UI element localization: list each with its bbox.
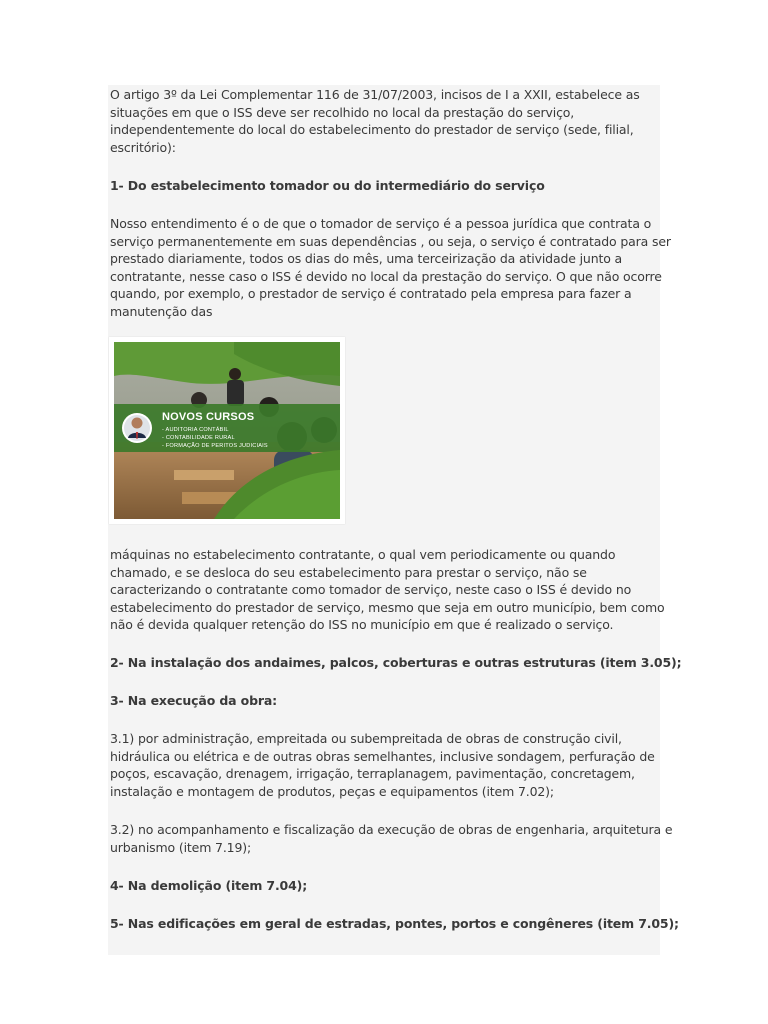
- paragraph-2: [110, 546, 665, 634]
- section-heading-1: 1- Do estabelecimento tomador ou do intermediário do serviço: [110, 178, 545, 193]
- text-line: chamado, e se desloca do seu estabelecimento para prestar o serviço, não se: [110, 564, 587, 580]
- text-line: serviço permanentemente em suas dependências , ou seja, o serviço é contratado para ser: [110, 233, 671, 249]
- section-heading-4: 4- Na demolição (item 7.04);: [110, 878, 308, 893]
- text-line: contratante, nesse caso o ISS é devido no local da prestação do serviço. O que não ocorre: [110, 268, 662, 284]
- text-line: escritório):: [110, 139, 176, 155]
- item-3-1: [110, 730, 660, 800]
- text-line: instalação e montagem de produtos, peças e equipamentos (item 7.02);: [110, 783, 554, 799]
- text-line: quando, por exemplo, o prestador de serviço é contratado pela empresa para fazer a: [110, 286, 632, 301]
- section-heading-5: 5- Nas edificações em geral de estradas, pontes, portos e congêneres (item 7.05);: [110, 916, 679, 931]
- paragraph-1: [110, 215, 671, 320]
- ad-item: - FORMAÇÃO DE PERITOS JUDICIAIS: [162, 443, 268, 449]
- ad-title: NOVOS CURSOS: [162, 411, 255, 423]
- intro-paragraph: [110, 86, 660, 156]
- text-line: hidráulica ou elétrica e de outras obras semelhantes, inclusive sondagem, perfuração de: [110, 748, 655, 764]
- text-line: prestado diariamente, todos os dias do mês, uma terceirização da atividade junto a: [110, 251, 623, 266]
- section-heading-2: 2- Na instalação dos andaimes, palcos, coberturas e outras estruturas (item 3.05);: [110, 655, 682, 670]
- text-line: máquinas no estabelecimento contratante, o qual vem periodicamente ou quando: [110, 547, 616, 562]
- item-3-2: [110, 821, 673, 856]
- text-line: estabelecimento do prestador de serviço, mesmo que seja em outro município, bem como: [110, 599, 665, 615]
- classroom-photo: [114, 342, 340, 519]
- text-line: urbanismo (item 7.19);: [110, 839, 252, 855]
- text-line: não é devida qualquer retenção do ISS no município em que é realizado o serviço.: [110, 617, 614, 632]
- text-line: O artigo 3º da Lei Complementar 116 de 31/07/2003, incisos de I a XXII, estabelece as: [110, 87, 640, 102]
- text-line: 3.2) no acompanhamento e fiscalização da execução de obras de engenharia, arquitetura e: [110, 822, 673, 837]
- ad-item: - CONTABILIDADE RURAL: [162, 435, 235, 441]
- text-line: Nosso entendimento é o de que o tomador de serviço é a pessoa jurídica que contrata o: [110, 216, 652, 231]
- course-ad-image[interactable]: [109, 337, 345, 524]
- text-line: situações em que o ISS deve ser recolhido no local da prestação do serviço,: [110, 104, 575, 120]
- text-line: poços, escavação, drenagem, irrigação, terraplanagem, pavimentação, concretagem,: [110, 766, 635, 781]
- section-heading-3: 3- Na execução da obra:: [110, 693, 278, 708]
- text-line: independentemente do local do estabelecimento do prestador de serviço (sede, filial,: [110, 122, 634, 137]
- ad-item: - AUDITORIA CONTÁBIL: [162, 427, 229, 433]
- text-line: 3.1) por administração, empreitada ou subempreitada de obras de construção civil,: [110, 731, 622, 746]
- text-line: manutenção das: [110, 303, 213, 319]
- text-line: caracterizando o contratante como tomador de serviço, neste caso o ISS é devido no: [110, 582, 632, 597]
